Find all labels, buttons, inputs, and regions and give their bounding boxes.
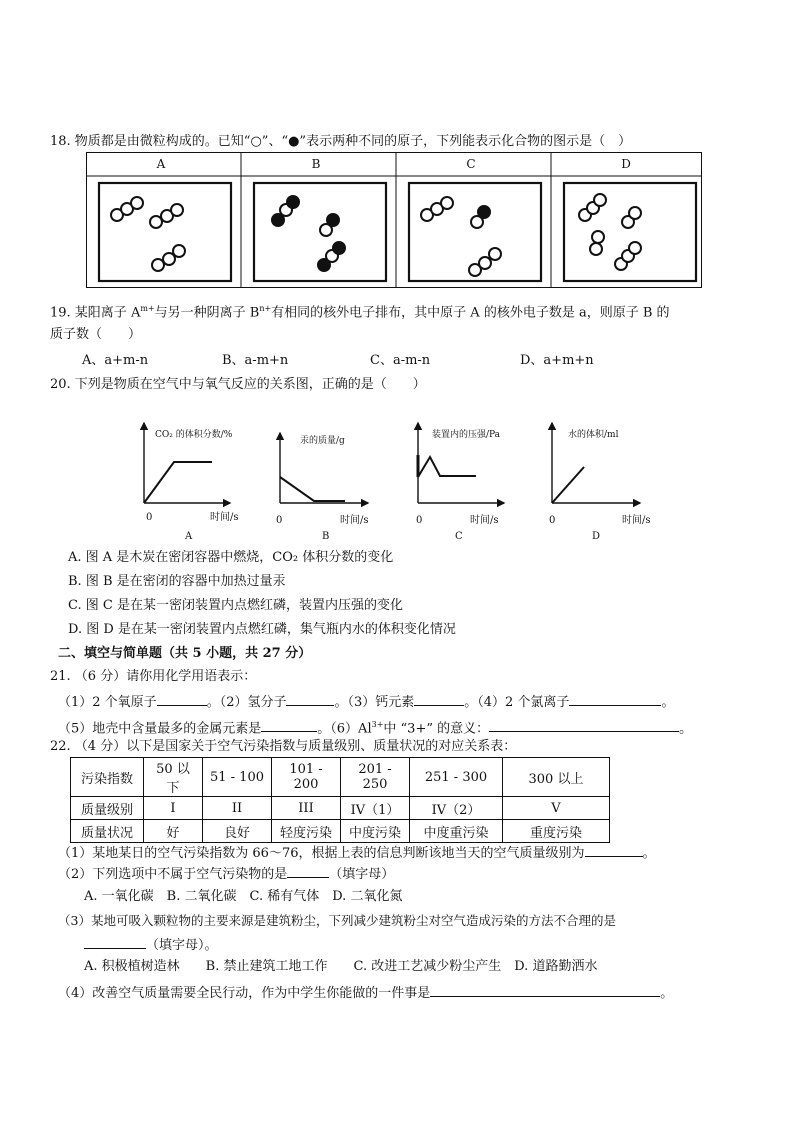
q22-sub-3b: （填字母）。 (84, 935, 218, 955)
air-quality-table (70, 757, 610, 843)
q20-option-b: B. 图 B 是在密闭的容器中加热过量汞 (68, 574, 286, 589)
q22-sub-4: （4）改善空气质量需要全民行动，作为中学生你能做的一件事是 。 (58, 983, 673, 1003)
q19-stem: 19. 某阳离子 $A^{m+}$与另一种阴离子 $B^{n+}$有相同的核外电子排布，其中原子 A 的核外电子数是 a，则原子 B 的 (50, 304, 670, 321)
q19-stem-2: 质子数（ ） (50, 327, 142, 342)
q22-blank-3[interactable] (84, 935, 146, 949)
q18-box-d (564, 183, 696, 281)
q20-d-xlabel: 时间/s (622, 515, 651, 526)
q21-blank-1[interactable] (157, 692, 207, 706)
q22-sub-3-options: A. 积极植树造林 B. 禁止建筑工地工作 C. 改进工艺减少粉尘产生 D. 道路勤洒水 (84, 959, 598, 974)
q21-blank-5[interactable] (261, 718, 317, 732)
table-row: 质量级别 I II III IV（1） IV（2） V (71, 797, 610, 820)
q22-stem: 22. （4 分）以下是国家关于空气污染指数与质量级别、质量状况的对应关系表： (50, 739, 517, 754)
q18-particles-d (579, 194, 641, 270)
q20-curve-a (144, 462, 212, 503)
q19-option-a: A、a+m-n (82, 353, 149, 368)
q18-header-c: C (466, 157, 476, 171)
q19-option-b: B、a-m+n (222, 353, 289, 368)
q20-d-label: D (592, 531, 601, 542)
q18-particles-a (111, 197, 185, 271)
q19-option-d: D、a+m+n (520, 353, 594, 368)
q18-particles-b (272, 196, 345, 271)
q22-blank-2[interactable] (287, 864, 329, 878)
q20-c-label: C (455, 531, 463, 542)
q22-sub-2: （2）下列选项中不属于空气污染物的是 （填字母） (58, 864, 394, 884)
q21-row-1: （1）2 个氧原子 。（2）氢分子 。（3）钙元素 。（4）2 个氯离子 。 (58, 692, 674, 712)
q20-a-label: A (185, 531, 193, 542)
q21-stem: 21. （6 分）请你用化学用语表示： (50, 669, 257, 684)
section-2-title: 二、填空与简单题（共 5 小题，共 27 分） (58, 646, 312, 661)
q18-header-b: B (311, 157, 321, 171)
q20-b-label: B (322, 531, 330, 542)
q21-blank-4[interactable] (569, 692, 661, 706)
q18-stem: 18. 物质都是由微粒构成的。已知“○”、“●”表示两种不同的原子，下列能表示化合物的图示是（ ） (50, 134, 632, 149)
q20-option-d: D. 图 D 是在某一密闭装置内点燃红磷，集气瓶内水的体积变化情况 (68, 622, 456, 637)
q18-particles-c (421, 197, 501, 276)
q20-curve-c (418, 457, 476, 477)
q18-header-d: D (621, 157, 631, 171)
table-row: 质量状况 好 良好 轻度污染 中度污染 中度重污染 重度污染 (71, 820, 610, 843)
q21-blank-6[interactable] (489, 718, 679, 732)
q22-sub-1: （1）某地某日的空气污染指数为 66～76，根据上表的信息判断该地当天的空气质量级别为 。 (58, 843, 656, 863)
q21-row-2: （5）地壳中含量最多的金属元素是 。$(6)Al^{3+}$中 “3+” 的意义： 。 (58, 720, 693, 737)
q22-blank-1[interactable] (585, 843, 643, 857)
q21-blank-3[interactable] (414, 692, 464, 706)
q18-box-a (99, 183, 231, 281)
q20-a-ylabel: CO₂ 的体积分数/% (155, 430, 233, 440)
q18-header-a: A (156, 157, 166, 171)
q20-b-xlabel: 时间/s (340, 515, 369, 526)
q20-d-origin: 0 (549, 515, 556, 526)
q20-a-origin: 0 (146, 512, 153, 523)
q20-c-ylabel: 装置内的压强/Pa (432, 430, 501, 440)
q20-a-xlabel: 时间/s (210, 512, 239, 523)
q20-option-c: C. 图 C 是在某一密闭装置内点燃红磷，装置内压强的变化 (68, 598, 403, 613)
q20-c-xlabel: 时间/s (470, 515, 499, 526)
q22-sub-2-options: A. 一氧化碳 B. 二氧化碳 C. 稀有气体 D. 二氧化氮 (84, 889, 403, 904)
q18-diagram-panel (86, 152, 702, 288)
q19-option-c: C、a-m-n (370, 353, 431, 368)
q20-b-origin: 0 (276, 515, 283, 526)
table-row: 污染指数 50 以下 51 - 100 101 - 200 201 - 250 251 - 300 300 以上 (71, 758, 610, 797)
q20-b-ylabel: 汞的质量/g (300, 436, 345, 446)
q22-sub-3: （3）某地可吸入颗粒物的主要来源是建筑粉尘，下列减少建筑粉尘对空气造成污染的方法不合理的是 (58, 913, 616, 928)
q20-option-a: A. 图 A 是木炭在密闭容器中燃烧，CO₂ 体积分数的变化 (68, 550, 394, 565)
q22-blank-4[interactable] (430, 983, 660, 997)
q20-stem: 20. 下列是物质在空气中与氧气反应的关系图，正确的是（ ） (50, 377, 426, 392)
q20-d-ylabel: 水的体积/ml (568, 430, 619, 440)
q20-curve-d (552, 467, 584, 503)
q20-curve-b (280, 477, 345, 501)
q20-c-origin: 0 (416, 515, 423, 526)
q21-blank-2[interactable] (286, 692, 334, 706)
